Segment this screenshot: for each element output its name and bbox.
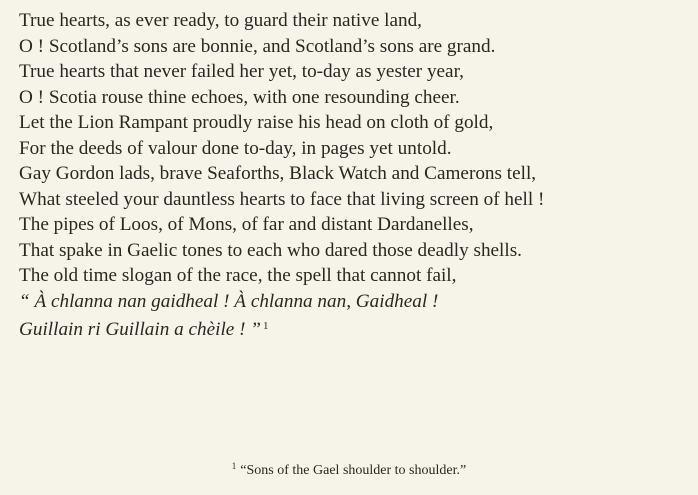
gaelic-line-text: Guillain ri Guillain a chèile ! ” bbox=[19, 319, 261, 340]
poem-line: That spake in Gaelic tones to each who dared those deadly shells. bbox=[19, 239, 522, 261]
poem-line: True hearts, as ever ready, to guard their native land, bbox=[19, 10, 422, 31]
footnote-text: “Sons of the Gael shoulder to shoulder.” bbox=[240, 463, 467, 478]
poem-line: Gay Gordon lads, brave Seaforths, Black Watch and Camerons tell, bbox=[19, 163, 537, 184]
poem-line: O ! Scotia rouse thine echoes, with one resounding cheer. bbox=[19, 86, 460, 108]
poem-line: The pipes of Loos, of Mons, of far and distant Dardanelles, bbox=[19, 214, 474, 235]
poem-line: The old time slogan of the race, the spell that cannot fail, bbox=[19, 265, 457, 286]
footnote-reference: 1 bbox=[262, 320, 269, 332]
poem-line: For the deeds of valour done to-day, in pages yet untold. bbox=[19, 137, 452, 159]
poem-line: What steeled your dauntless hearts to face that living screen of hell ! bbox=[19, 188, 545, 210]
poem-body bbox=[19, 8, 694, 340]
poem-line: Let the Lion Rampant proudly raise his head on cloth of gold, bbox=[19, 112, 494, 133]
footnote-mark: 1 bbox=[231, 461, 237, 471]
poem-line: O ! Scotland’s sons are bonnie, and Scotland’s sons are grand. bbox=[19, 35, 496, 57]
poem-line: True hearts that never failed her yet, to-day as yester year, bbox=[19, 61, 464, 82]
gaelic-line: “ À chlanna nan gaidheal ! À chlanna nan, Gaidheal ! bbox=[19, 290, 439, 312]
footnote bbox=[0, 457, 698, 480]
gaelic-line-with-ref bbox=[19, 314, 694, 340]
